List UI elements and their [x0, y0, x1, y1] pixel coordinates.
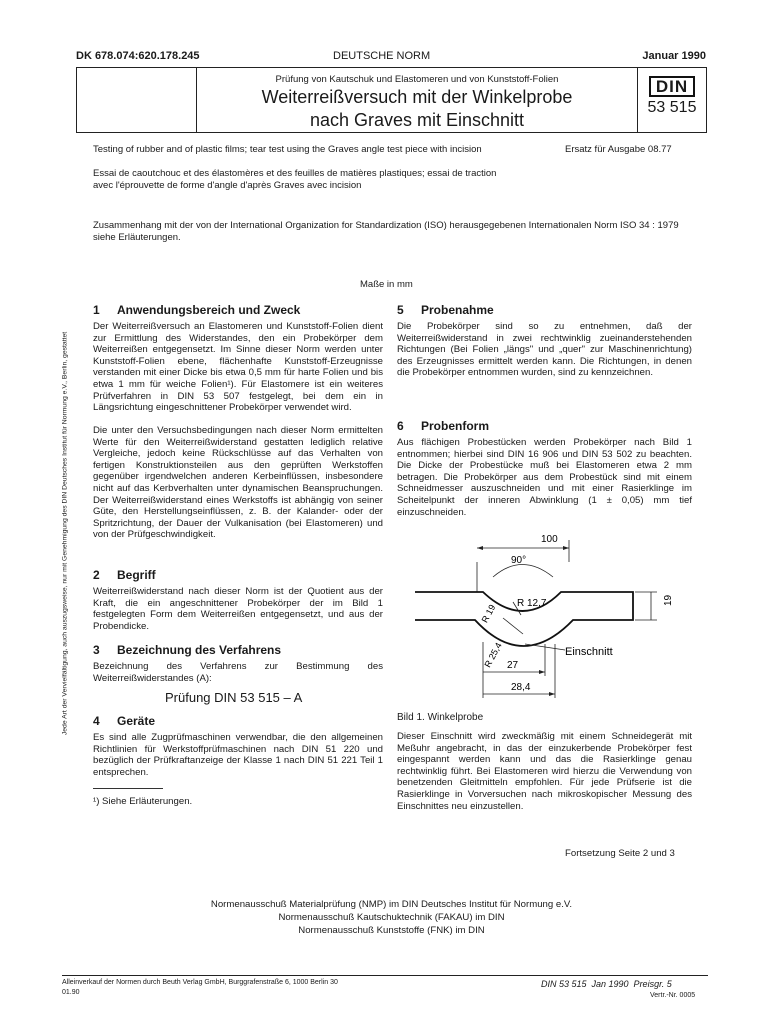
title-line-2: nach Graves mit Einschnitt — [309, 110, 525, 130]
figure-caption: Bild 1. Winkelprobe — [397, 712, 484, 723]
section-1-number: 1 — [93, 303, 100, 317]
din-block — [637, 68, 706, 132]
iso-note: Zusammenhang mit der von der International Organization for Standardization (ISO) herausgegebenen Internationalen Norm ISO 34 : 1979 siehe Erläuterungen. — [93, 220, 679, 243]
dim-284-label: 28,4 — [511, 682, 531, 693]
section-1-paragraph-2: Die unter den Versuchsbedingungen nach dieser Norm ermittelten Werte für den Weiterreißwiderstand gestatten lediglich relative Vergleiche, jedoch keine Rückschlüsse auf das Verhalten von fertigen Konstruktionsteilen aus den geprüften Werkstoffen gegenüber irgendwelchen anderen Kerbeinflüssen, insbesondere nicht auf das Kerbverhalten unter dynamischen Beanspruchungen. Der Weiterreißwiderstand eines Werkstoffs ist abhängig von seiner Güte, den Herstellungseinflüssen, z. B. der Kalander- oder der Spritzrichtung, der Dauer der Vulkanisation (bei Elastomeren) und von der Prüfgeschwindigkeit. — [93, 425, 383, 541]
title-box — [76, 67, 707, 133]
einschnitt-label: Einschnitt — [565, 646, 613, 658]
committee-3: Normenausschuß Kunststoffe (FNK) im DIN — [298, 925, 485, 936]
section-1-heading — [93, 303, 300, 317]
copyright-side-note — [58, 270, 72, 800]
section-2-paragraph: Weiterreißwiderstand nach dieser Norm ist der Quotient aus der Kraft, die ein angeschnittener Probekörper der im Bild 1 festgelegten Form dem Weiterreißen entgegensetzt, und aus der Probendicke. — [93, 586, 383, 632]
title-line-1: Weiterreißversuch mit der Winkelprobe — [261, 87, 573, 107]
french-title: Essai de caoutchouc et des élastomères et des feuilles de matières plastiques; essai de traction avec l'éprouvette de forme d'angle d'après Graves avec incision — [93, 168, 497, 191]
section-2-title: Begriff — [117, 568, 156, 582]
section-3-heading — [93, 643, 281, 657]
section-5-heading — [397, 303, 494, 317]
footer-publisher: Alleinverkauf der Normen durch Beuth Verlag GmbH, Burggrafenstraße 6, 1000 Berlin 30 — [62, 979, 338, 986]
section-4-number: 4 — [93, 714, 100, 728]
r127-label: R 12,7 — [517, 598, 547, 609]
dim-27-label: 27 — [507, 660, 519, 671]
footer-divider — [62, 975, 708, 976]
angle-test-piece-figure — [395, 522, 695, 704]
section-4-title: Geräte — [117, 714, 156, 728]
committee-2: Normenausschuß Kautschuktechnik (FAKAU) im DIN — [278, 912, 505, 923]
section-6-title: Probenform — [421, 419, 490, 433]
angle-90-label: 90° — [511, 555, 527, 566]
footnote: ¹) Siehe Erläuterungen. — [93, 796, 193, 807]
method-designation: Prüfung DIN 53 515 – A — [165, 690, 303, 705]
section-1-paragraph-1: Der Weiterreißversuch an Elastomeren und Kunststoff-Folien dient zur Ermittlung des Widerstandes, den ein Probekörper dem Weiterreißen entgegensetzt. Im Sinne dieser Norm werden unter Kunststoff-Folien ebene, flächenhafte Kunststoff-Erzeugnisse verstanden mit einer Dicke bis etwa 0,5 mm für harte Folien und bis etwa 1 mm für weiche Folien¹). Für Elastomere ist ein weiteres Prüfverfahren in DIN 53 507 festgelegt, bei dem ein in Längsrichtung eingeschnittener Probekörper verwendet wird. — [93, 321, 383, 414]
section-6-heading — [397, 419, 489, 433]
title-block — [197, 68, 637, 132]
footer-din-ref: DIN 53 515 Jan 1990 Preisgr. 5 — [541, 979, 672, 989]
section-3-title: Bezeichnung des Verfahrens — [117, 643, 282, 657]
section-5-number: 5 — [397, 303, 404, 317]
din-number: 53 515 — [647, 99, 697, 116]
title-subtitle: Prüfung von Kautschuk und Elastomeren und von Kunststoff-Folien — [275, 74, 559, 85]
continuation-note: Fortsetzung Seite 2 und 3 — [565, 848, 675, 859]
dim-100-arrow-right — [563, 546, 569, 550]
copyright-side-text: Jede Art der Vervielfältigung, auch auszugsweise, nur mit Genehmigung des DIN Deutsches Institut für Normung e.V., Berlin, gestattet — [61, 331, 69, 736]
title-box-left — [77, 68, 197, 132]
section-3-paragraph: Bezeichnung des Verfahrens zur Bestimmung des Weiterreißwiderstandes (A): — [93, 661, 383, 684]
footer-code: 01.90 — [62, 989, 80, 996]
r254-label: R 25,4 — [482, 640, 504, 670]
footnote-divider — [93, 788, 163, 789]
section-6-number: 6 — [397, 419, 404, 433]
section-5-paragraph: Die Probekörper sind so zu entnehmen, daß der Weiterreißwiderstand in zwei rechtwinklig zueinanderstehenden Richtungen (Bei Folien „längs" und „quer" zur Maschinenrichtung) des Erzeugnisses ermittelt werden kann. Die Richtungen, in denen die Probekörper entnommen wurden, sind zu kennzeichnen. — [397, 321, 692, 379]
section-1-title: Anwendungsbereich und Zweck — [117, 303, 301, 317]
deutsche-norm-label: DEUTSCHE NORM — [333, 50, 431, 62]
section-6-paragraph-2: Dieser Einschnitt wird zweckmäßig mit einem Schneidegerät mit Meßuhr angebracht, in das der einzukerbende Probekörper fest eingespannt werden kann und das die Rasierklinge genau rechtwinklig führt. Bei Elastomeren wird hierzu die Verwendung von benetzenden Gleitmitteln empfohlen. Für jede Prüfserie ist die Rasierklinge in Vorversuchen nach mikroskopischer Messung des Einschnittes neu einzustellen. — [397, 731, 692, 812]
dim-19-label: 19 — [663, 594, 674, 606]
dim-100-arrow-left — [477, 546, 483, 550]
section-2-number: 2 — [93, 568, 100, 582]
angle-90-arc — [493, 565, 553, 578]
dk-number: DK 678.074:620.178.245 — [76, 50, 200, 62]
r19-label: R 19 — [479, 602, 498, 625]
replaces-note: Ersatz für Ausgabe 08.77 — [565, 144, 672, 155]
issue-date: Januar 1990 — [642, 50, 706, 62]
committee-1: Normenausschuß Materialprüfung (NMP) im DIN Deutsches Institut für Normung e.V. — [210, 899, 573, 910]
footer-vertr-nr: Vertr.-Nr. 0005 — [650, 992, 696, 999]
dim-27-arrow — [539, 670, 545, 674]
section-4-paragraph: Es sind alle Zugprüfmaschinen verwendbar, die den allgemeinen Richtlinien für Werkstoffprüfmaschinen nach DIN 51 220 und bezüglich der Prüfkraftanzeige der Klasse 1 nach DIN 51 221 Teil 1 entsprechen. — [93, 732, 383, 778]
section-4-heading — [93, 714, 155, 728]
section-5-title: Probenahme — [421, 303, 494, 317]
dim-284-arrow — [549, 692, 555, 696]
section-2-heading — [93, 568, 156, 582]
units-note: Maße in mm — [360, 279, 413, 290]
section-6-paragraph-1: Aus flächigen Probestücken werden Probekörper nach Bild 1 entnommen; hierbei sind DIN 16 906 und DIN 53 502 zu beachten. Die Dicke der Probestücke muß bei Elastomeren etwa 2 mm betragen. Die Probekörper aus dem Probestück sind mit einem Schneidmesser auszuschneiden und mit einer Rasierklinge im Scheitelpunkt der inneren Abwinklung (1 ± 0,05) mm tief einzuschneiden. — [397, 437, 692, 518]
section-3-number: 3 — [93, 643, 100, 657]
english-title: Testing of rubber and of plastic films; tear test using the Graves angle test piece with incision — [93, 144, 482, 155]
dim-100-label: 100 — [541, 534, 558, 545]
r254-leader — [503, 618, 523, 634]
din-logo: DIN — [649, 76, 695, 97]
